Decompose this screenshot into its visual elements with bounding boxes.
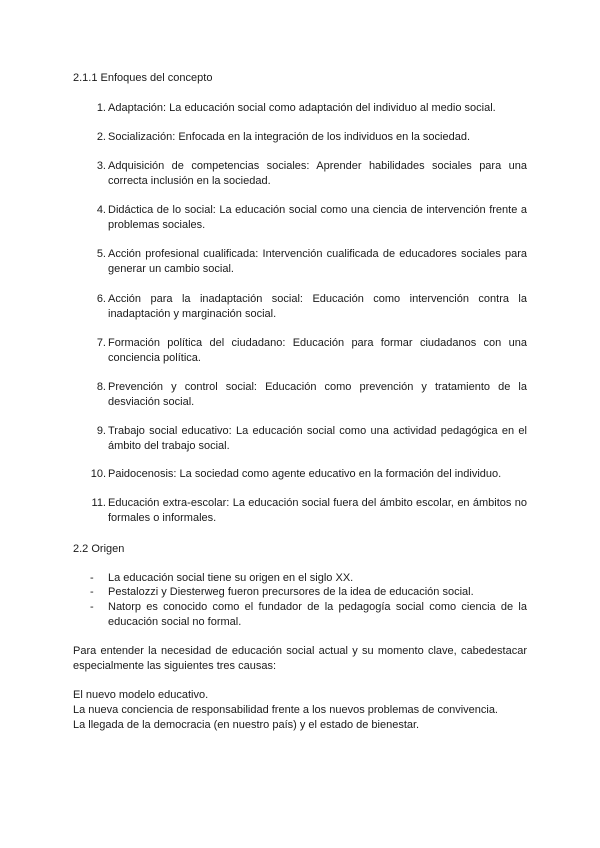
list-text: Adquisición de competencias sociales: Aprender habilidades sociales para una correcta inclusión en la sociedad.	[108, 160, 527, 187]
bullet-marker: -	[90, 601, 94, 613]
cause-line: El nuevo modelo educativo.	[73, 689, 209, 701]
bullet-item	[90, 600, 527, 630]
bullet-text: La educación social tiene su origen en el siglo XX.	[108, 572, 354, 584]
bullet-item	[90, 585, 527, 600]
list-number: 8.	[96, 381, 106, 393]
list-number: 5.	[96, 248, 106, 260]
list-item	[88, 101, 527, 116]
list-text: Acción profesional cualificada: Intervención cualificada de educadores sociales para generar un cambio social.	[108, 248, 527, 275]
list-number: 1.	[96, 102, 106, 114]
cause-line: La nueva conciencia de responsabilidad frente a los nuevos problemas de convivencia.	[73, 704, 498, 716]
list-number: 4.	[96, 204, 106, 216]
list-text: Educación extra-escolar: La educación social fuera del ámbito escolar, en ámbitos no formales o informales.	[108, 497, 527, 524]
list-number: 3.	[96, 160, 106, 172]
list-text: Trabajo social educativo: La educación social como una actividad pedagógica en el ámbito del trabajo social.	[108, 425, 527, 452]
list-text: Adaptación: La educación social como adaptación del individuo al medio social.	[108, 102, 496, 114]
list-text: Formación política del ciudadano: Educación para formar ciudadanos con una conciencia política.	[108, 337, 527, 364]
bullet-text: Natorp es conocido como el fundador de la pedagogía social como ciencia de la educación social no formal.	[108, 601, 527, 628]
cause-line: La llegada de la democracia (en nuestro país) y el estado de bienestar.	[73, 719, 420, 731]
list-text: Socialización: Enfocada en la integración de los individuos en la sociedad.	[108, 131, 471, 143]
section-heading-enfoques: 2.1.1 Enfoques del concepto	[73, 72, 213, 84]
bullet-text: Pestalozzi y Diesterweg fueron precursores de la idea de educación social.	[108, 586, 474, 598]
list-text: Acción para la inadaptación social: Educación como intervención contra la inadaptación y marginación social.	[108, 293, 527, 320]
list-item	[88, 292, 527, 322]
list-item	[88, 496, 527, 526]
list-text: Prevención y control social: Educación como prevención y tratamiento de la desviación social.	[108, 381, 527, 408]
section-heading-origen: 2.2 Origen	[73, 543, 125, 555]
intro-paragraph: Para entender la necesidad de educación social actual y su momento clave, cabedestacar especialmente las siguientes tres causas:	[73, 645, 527, 672]
list-item	[88, 247, 527, 277]
list-number: 2.	[96, 131, 106, 143]
bullet-marker: -	[90, 586, 94, 598]
list-number: 7.	[96, 337, 106, 349]
list-item	[88, 159, 527, 189]
list-item	[88, 380, 527, 410]
list-number: 10.	[90, 468, 106, 480]
list-item	[88, 203, 527, 233]
list-item	[88, 467, 527, 482]
list-item	[88, 424, 527, 454]
list-number: 6.	[96, 293, 106, 305]
list-number: 9.	[96, 425, 106, 437]
list-number: 11.	[91, 497, 106, 509]
list-item	[88, 130, 527, 145]
list-text: Paidocenosis: La sociedad como agente educativo en la formación del individuo.	[108, 468, 502, 480]
list-item	[88, 336, 527, 366]
bullet-item	[90, 571, 527, 586]
bullet-marker: -	[90, 572, 94, 584]
list-text: Didáctica de lo social: La educación social como una ciencia de intervención frente a problemas sociales.	[108, 204, 527, 231]
